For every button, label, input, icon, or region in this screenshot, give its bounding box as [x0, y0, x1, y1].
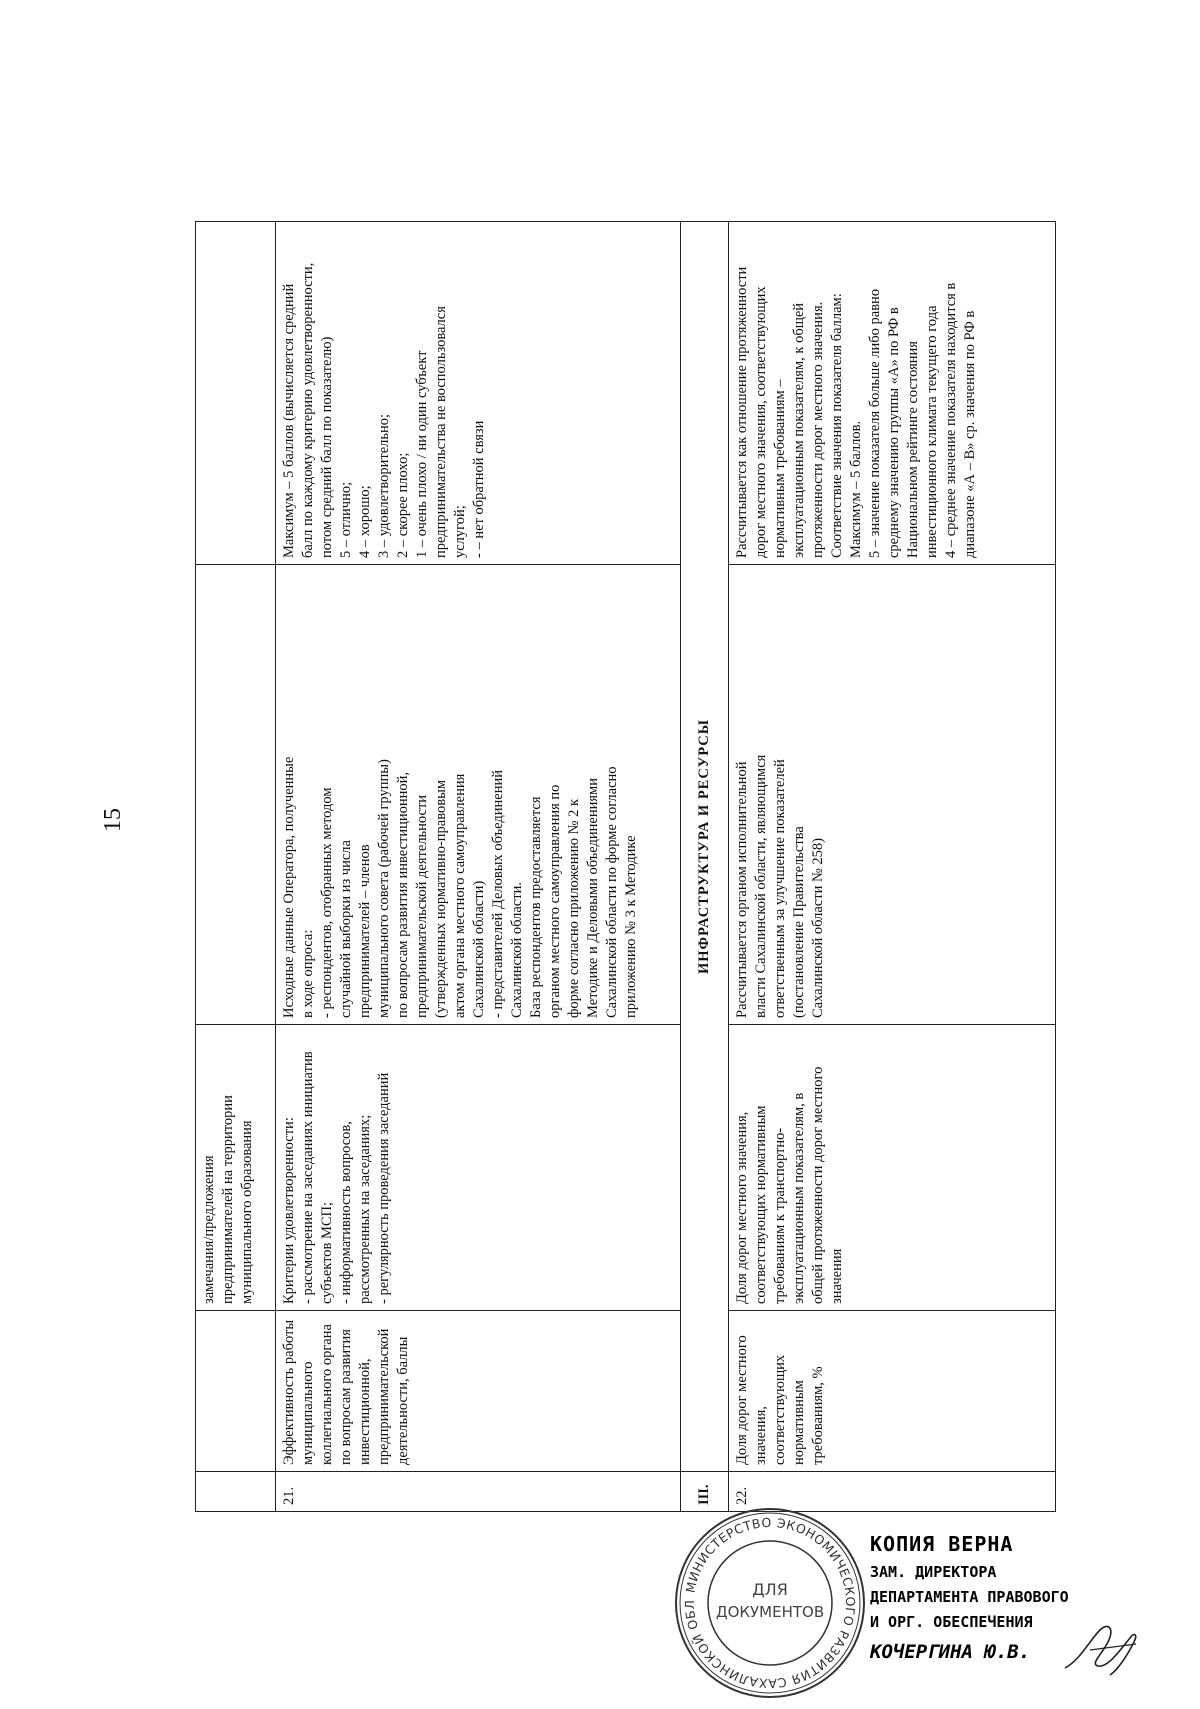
text-line: Сахалинской области № 258) [810, 838, 826, 1018]
text-line: нормативным требованиям – [772, 379, 788, 558]
text-line: - регулярность проведения заседаний [376, 1072, 392, 1304]
certification-block [870, 1532, 1069, 1663]
text-line: предпринимательской деятельности [414, 794, 430, 1018]
text-line: 1 – очень плохо / ни один субъект [414, 350, 430, 558]
text-line: нормативным [791, 1380, 807, 1465]
text-line: Соответствие значения показателя баллам: [829, 293, 845, 558]
indicator-scoring [276, 222, 681, 565]
section-title: ИНФРАСТРУКТУРА И РЕСУРСЫ [681, 222, 729, 1472]
text-line: 3 – удовлетворительно; [376, 413, 392, 558]
text-line: Критерии удовлетворенности: [281, 1117, 297, 1304]
text-line: Сахалинской области. [509, 882, 525, 1018]
text-line: 4 – хорошо; [357, 485, 373, 558]
indicator-source [276, 565, 681, 1025]
certification-line3: ДЕПАРТАМЕНТА ПРАВОВОГО [870, 1588, 1069, 1606]
text-line: эксплуатационным показателям, к общей [791, 302, 807, 558]
text-line: соответствующих нормативным [753, 1105, 769, 1304]
text-line: предпринимателей на территории [220, 1095, 236, 1304]
indicator-name [729, 1311, 1056, 1472]
cell-source [196, 565, 276, 1025]
text-line: балл по каждому критерию удовлетворенности, [300, 262, 316, 558]
text-line: потом средний балл по показателю) [319, 336, 335, 558]
text-line: 4 – среднее значение показателя находится в [943, 282, 959, 558]
text-line: власти Сахалинской области, являющимся [753, 754, 769, 1018]
text-line: База респондентов предоставляется [528, 796, 544, 1018]
text-line: общей протяженности дорог местного [810, 1066, 826, 1304]
text-line: Рассчитывается как отношение протяженности [734, 266, 750, 558]
cell-scoring [196, 222, 276, 565]
text-line: приложению № 3 к Методике [623, 835, 639, 1018]
text-line: (утвержденных нормативно-правовым [433, 780, 449, 1018]
text-line: (постановление Правительства [791, 826, 807, 1018]
certification-line1: КОПИЯ ВЕРНА [870, 1532, 1014, 1556]
text-line: Методике и Деловыми объединениями [585, 778, 601, 1018]
row-number: 21. [276, 1472, 681, 1512]
stamp-center-line1: ДЛЯ [752, 1580, 788, 1599]
text-line: Сахалинской области по форме согласно [604, 766, 620, 1018]
text-line: Эффективность работы [281, 1319, 297, 1465]
text-line: актом органа местного самоуправления [452, 773, 468, 1018]
text-line: субъектов МСП; [319, 1201, 335, 1304]
text-line: требованиям к транспортно- [772, 1127, 788, 1304]
text-line: коллегиального органа [319, 1324, 335, 1465]
text-line: услугой; [452, 505, 468, 558]
text-line: - – нет обратной связи [471, 420, 487, 558]
text-line: рассмотренных на заседаниях; [357, 1114, 373, 1304]
text-line: инвестиционной, [357, 1358, 373, 1465]
section-number: III. [681, 1472, 729, 1512]
text-line: ответственным за улучшение показателей [772, 759, 788, 1018]
text-line: муниципального образования [239, 1120, 255, 1304]
text-line: - информативность вопросов, [338, 1121, 354, 1304]
text-line: соответствующих [772, 1354, 788, 1465]
text-line: эксплуатационным показателям, в [791, 1092, 807, 1304]
cell-criteria [196, 1025, 276, 1311]
indicator-name [276, 1311, 681, 1472]
stamp-center-line2: ДОКУМЕНТОВ [715, 1603, 825, 1621]
page-number: 15 [100, 808, 126, 832]
text-line: инвестиционного климата текущего года [924, 305, 940, 558]
table-row-22 [729, 222, 1056, 1512]
text-line: органом местного самоуправления по [547, 784, 563, 1018]
text-line: Доля дорог местного [734, 1335, 750, 1465]
text-line: требованиям, % [810, 1366, 826, 1465]
text-line: в ходе опроса: [300, 929, 316, 1018]
text-line: 5 – отлично; [338, 481, 354, 558]
table-row-21 [276, 222, 681, 1512]
row-number: 22. [729, 1472, 1056, 1512]
text-line: 5 – значение показателя больше либо равно [867, 288, 883, 558]
stamp-seal-icon [672, 1505, 868, 1701]
certification-signatory: КОЧЕРГИНА Ю.В. [870, 1641, 1031, 1663]
indicator-table [195, 221, 1056, 1512]
text-line: Рассчитывается органом исполнительной [734, 761, 750, 1018]
indicator-criteria [729, 1025, 1056, 1311]
text-line: Исходные данные Оператора, полученные [281, 756, 297, 1018]
text-line: форме согласно приложению № 2 к [566, 798, 582, 1018]
text-line: случайной выборки из числа [338, 840, 354, 1018]
certification-line4: И ОРГ. ОБЕСПЕЧЕНИЯ [870, 1613, 1033, 1631]
text-line: по вопросам развития инвестиционной, [395, 771, 411, 1018]
text-line: по вопросам развития [338, 1329, 354, 1465]
text-line: муниципального совета (рабочей группы) [376, 759, 392, 1018]
text-line: Сахалинской области) [471, 880, 487, 1018]
text-line: Максимум – 5 баллов (вычисляется средний [281, 283, 297, 558]
text-line: - рассмотрение на заседаниях инициатив [300, 1051, 316, 1304]
text-line: Национальном рейтинге состояния [905, 341, 921, 558]
text-line: деятельности, баллы [395, 1336, 411, 1465]
stamp-ring-text: МИНИСТЕРСТВО ЭКОНОМИЧЕСКОГО РАЗВИТИЯ САХАЛИНСКОЙ ОБЛ [681, 1514, 859, 1692]
text-line: Доля дорог местного значения, [734, 1111, 750, 1304]
cell-num [196, 1472, 276, 1512]
text-line: среднему значению группы «А» по РФ в [886, 307, 902, 558]
text-line: дорог местного значения, соответствующих [753, 286, 769, 558]
text-line: - респондентов, отобранных методом [319, 787, 335, 1018]
table-row-section [681, 222, 729, 1512]
text-line: муниципального [300, 1361, 316, 1465]
table-row-continuation [196, 222, 276, 1512]
text-line: значения, [753, 1406, 769, 1465]
text-line: 2 – скорее плохо; [395, 452, 411, 558]
text-line: Максимум – 5 баллов. [848, 420, 864, 558]
text-line: - представителей Деловых объединений [490, 770, 506, 1018]
text-line: значения [829, 1248, 845, 1304]
text-line: предпринимательской [376, 1328, 392, 1465]
text-line: предпринимательства не воспользовался [433, 306, 449, 558]
handwritten-signature-icon [1060, 1620, 1140, 1680]
text-line: диапазоне «А – В» ср. значения по РФ в [962, 310, 978, 558]
cell-name [196, 1311, 276, 1472]
text-line: предпринимателей – членов [357, 844, 373, 1018]
official-stamp [672, 1505, 868, 1701]
certification-line2: ЗАМ. ДИРЕКТОРА [870, 1563, 997, 1581]
indicator-source [729, 565, 1056, 1025]
indicator-criteria [276, 1025, 681, 1311]
text-line: протяженности дорог местного значения. [810, 301, 826, 558]
text-line: замечания/предложения [201, 1155, 217, 1304]
indicator-scoring [729, 222, 1056, 565]
rotated-table-wrapper [195, 222, 1055, 1512]
